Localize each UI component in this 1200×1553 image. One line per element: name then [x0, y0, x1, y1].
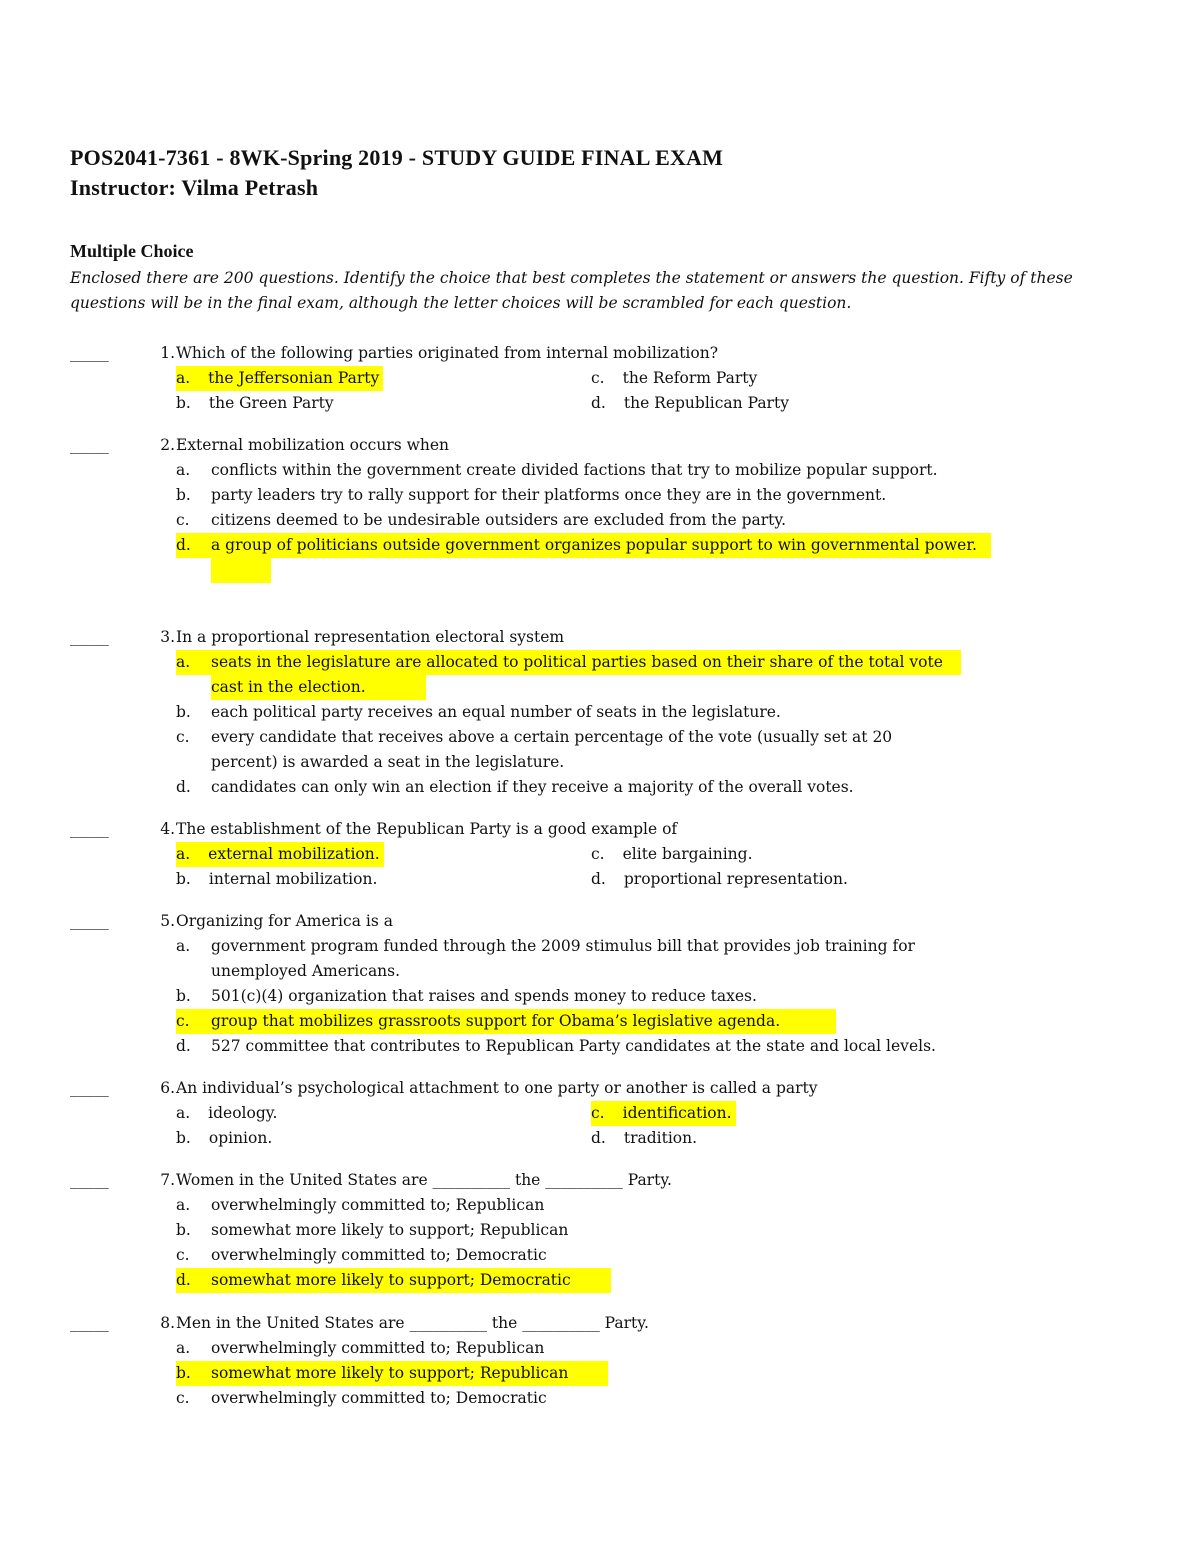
question-stem: An individual’s psychological attachment to one party or another is called a party [176, 1079, 818, 1097]
option-letter: b. [176, 987, 191, 1005]
question-stem: The establishment of the Republican Party is a good example of [176, 820, 678, 838]
question-number: 8. [160, 1314, 175, 1332]
option-text: elite bargaining. [622, 845, 753, 863]
option-text: group that mobilizes grassroots support for Obama’s legislative agenda. [211, 1012, 781, 1030]
option-text: overwhelmingly committed to; Democratic [211, 1389, 547, 1407]
option-text: party leaders try to rally support for their platforms once they are in the government. [211, 486, 887, 504]
option-text: somewhat more likely to support; Democratic [211, 1271, 571, 1289]
section-heading: Multiple Choice [70, 241, 194, 261]
options [176, 842, 1130, 892]
option-d [591, 1126, 991, 1151]
option-letter: b. [176, 394, 191, 412]
option-b [176, 1218, 1130, 1243]
option-text: 527 committee that contributes to Republican Party candidates at the state and local levels. [211, 1037, 936, 1055]
option-a [176, 458, 1130, 483]
option-letter: c. [591, 369, 605, 387]
option-letter: d. [176, 1037, 191, 1055]
option-d [176, 1268, 1130, 1293]
highlight [211, 558, 271, 583]
option-d [591, 867, 991, 892]
option-text: each political party receives an equal number of seats in the legislature. [211, 703, 781, 721]
option-a [176, 842, 576, 867]
option-letter: d. [591, 394, 606, 412]
option-c [176, 1009, 1130, 1034]
instructor-line: Instructor: Vilma Petrash [70, 175, 319, 200]
option-letter: c. [176, 1246, 190, 1264]
option-b [176, 984, 1130, 1009]
option-c [591, 366, 991, 391]
option-d [176, 1034, 1130, 1059]
option-b [176, 483, 1130, 508]
question-4 [70, 817, 1130, 892]
option-a [176, 1336, 1130, 1361]
option-text: tradition. [623, 1129, 698, 1147]
option-letter: b. [176, 870, 191, 888]
question-stem: In a proportional representation electoral system [176, 628, 565, 646]
question-stem: External mobilization occurs when [176, 436, 450, 454]
question-2 [70, 433, 1130, 558]
option-letter: d. [176, 536, 191, 554]
answer-blank: _____ [70, 344, 109, 362]
option-text: every candidate that receives above a certain percentage of the vote (usually set at 20 percent) is awarded a seat in the legislature. [211, 728, 893, 771]
answer-blank: _____ [70, 1171, 109, 1189]
answer-blank: _____ [70, 1314, 109, 1332]
option-b [176, 1126, 576, 1151]
answer-blank: _____ [70, 1079, 109, 1097]
option-letter: c. [176, 1012, 190, 1030]
option-c [176, 725, 1130, 775]
option-letter: b. [176, 1129, 191, 1147]
option-text: the Republican Party [623, 394, 789, 412]
option-text: the Reform Party [622, 369, 758, 387]
option-text: ideology. [208, 1104, 278, 1122]
option-text: overwhelmingly committed to; Democratic [211, 1246, 547, 1264]
option-text: conflicts within the government create divided factions that try to mobilize popular support. [211, 461, 938, 479]
question-number: 6. [160, 1079, 175, 1097]
question-stem: Men in the United States are __________ the __________ Party. [176, 1314, 649, 1332]
option-a [176, 366, 576, 391]
option-letter: b. [176, 1221, 191, 1239]
question-number: 2. [160, 436, 175, 454]
option-b [176, 700, 1130, 725]
option-a [176, 650, 1130, 700]
question-1 [70, 341, 1130, 416]
option-text: overwhelmingly committed to; Republican [211, 1196, 545, 1214]
page-title [70, 143, 723, 203]
answer-blank: _____ [70, 820, 109, 838]
options [70, 1336, 1130, 1411]
option-letter: a. [176, 1104, 191, 1122]
question-7 [70, 1168, 1130, 1293]
options [70, 1193, 1130, 1293]
option-letter: a. [176, 937, 191, 955]
option-letter: c. [176, 728, 190, 746]
option-b [176, 391, 576, 416]
question-6 [70, 1076, 1130, 1151]
option-text: somewhat more likely to support; Republican [211, 1364, 569, 1382]
option-letter: a. [176, 1196, 191, 1214]
option-c [591, 1101, 991, 1126]
option-c [176, 1386, 1130, 1411]
question-number: 3. [160, 628, 175, 646]
option-text: somewhat more likely to support; Republican [211, 1221, 569, 1239]
options [176, 366, 1130, 416]
option-text: citizens deemed to be undesirable outsiders are excluded from the party. [211, 511, 787, 529]
option-text: overwhelmingly committed to; Republican [211, 1339, 545, 1357]
option-text: seats in the legislature are allocated to political parties based on their share of the total vote cast in the election. [211, 653, 943, 696]
option-letter: c. [591, 845, 605, 863]
option-a [176, 1101, 576, 1126]
option-a [176, 1193, 1130, 1218]
question-stem: Women in the United States are __________ the __________ Party. [176, 1171, 672, 1189]
option-c [176, 508, 1130, 533]
question-3 [70, 625, 1130, 800]
option-b [176, 867, 576, 892]
option-c [176, 1243, 1130, 1268]
option-text: external mobilization. [208, 845, 380, 863]
option-a [176, 934, 1130, 984]
option-letter: b. [176, 1364, 191, 1382]
question-stem: Organizing for America is a [176, 912, 393, 930]
answer-blank: _____ [70, 628, 109, 646]
option-letter: c. [591, 1104, 605, 1122]
question-8 [70, 1311, 1130, 1411]
question-number: 7. [160, 1171, 175, 1189]
course-title: POS2041-7361 - 8WK-Spring 2019 - STUDY GUIDE FINAL EXAM [70, 145, 724, 170]
option-c [591, 842, 991, 867]
option-letter: c. [176, 511, 190, 529]
question-5 [70, 909, 1130, 1059]
option-letter: d. [176, 1271, 191, 1289]
option-d [176, 775, 1130, 800]
option-letter: a. [176, 461, 191, 479]
option-letter: a. [176, 653, 191, 671]
option-text: proportional representation. [623, 870, 848, 888]
option-letter: a. [176, 845, 191, 863]
answer-blank: _____ [70, 436, 109, 454]
option-letter: b. [176, 486, 191, 504]
option-text: opinion. [208, 1129, 273, 1147]
option-d [591, 391, 991, 416]
option-letter: b. [176, 703, 191, 721]
option-text: the Jeffersonian Party [208, 369, 380, 387]
option-text: government program funded through the 2009 stimulus bill that provides job training for unemployed Americans. [211, 937, 915, 980]
highlight [591, 1101, 736, 1126]
option-letter: d. [591, 870, 606, 888]
question-number: 5. [160, 912, 175, 930]
highlight [176, 842, 384, 867]
highlight [176, 366, 383, 391]
option-letter: a. [176, 369, 191, 387]
option-text: a group of politicians outside government organizes popular support to win governmental power. [211, 536, 977, 554]
options [176, 1101, 1130, 1151]
question-number: 1. [160, 344, 175, 362]
option-text: internal mobilization. [208, 870, 378, 888]
option-letter: d. [591, 1129, 606, 1147]
options [70, 934, 1130, 1059]
question-number: 4. [160, 820, 175, 838]
question-stem: Which of the following parties originated from internal mobilization? [176, 344, 719, 362]
option-text: the Green Party [208, 394, 334, 412]
option-letter: d. [176, 778, 191, 796]
option-text: 501(c)(4) organization that raises and spends money to reduce taxes. [211, 987, 757, 1005]
options [70, 650, 1130, 800]
answer-blank: _____ [70, 912, 109, 930]
option-text: identification. [622, 1104, 732, 1122]
section-intro: Enclosed there are 200 questions. Identify the choice that best completes the statement or answers the question. Fifty of these questions will be in the final exam, although the letter choices will be scrambled for each question. [70, 269, 1073, 312]
option-b [176, 1361, 1130, 1386]
options [70, 458, 1130, 558]
option-letter: a. [176, 1339, 191, 1357]
option-letter: c. [176, 1389, 190, 1407]
option-d [176, 533, 1130, 558]
option-text: candidates can only win an election if they receive a majority of the overall votes. [211, 778, 854, 796]
